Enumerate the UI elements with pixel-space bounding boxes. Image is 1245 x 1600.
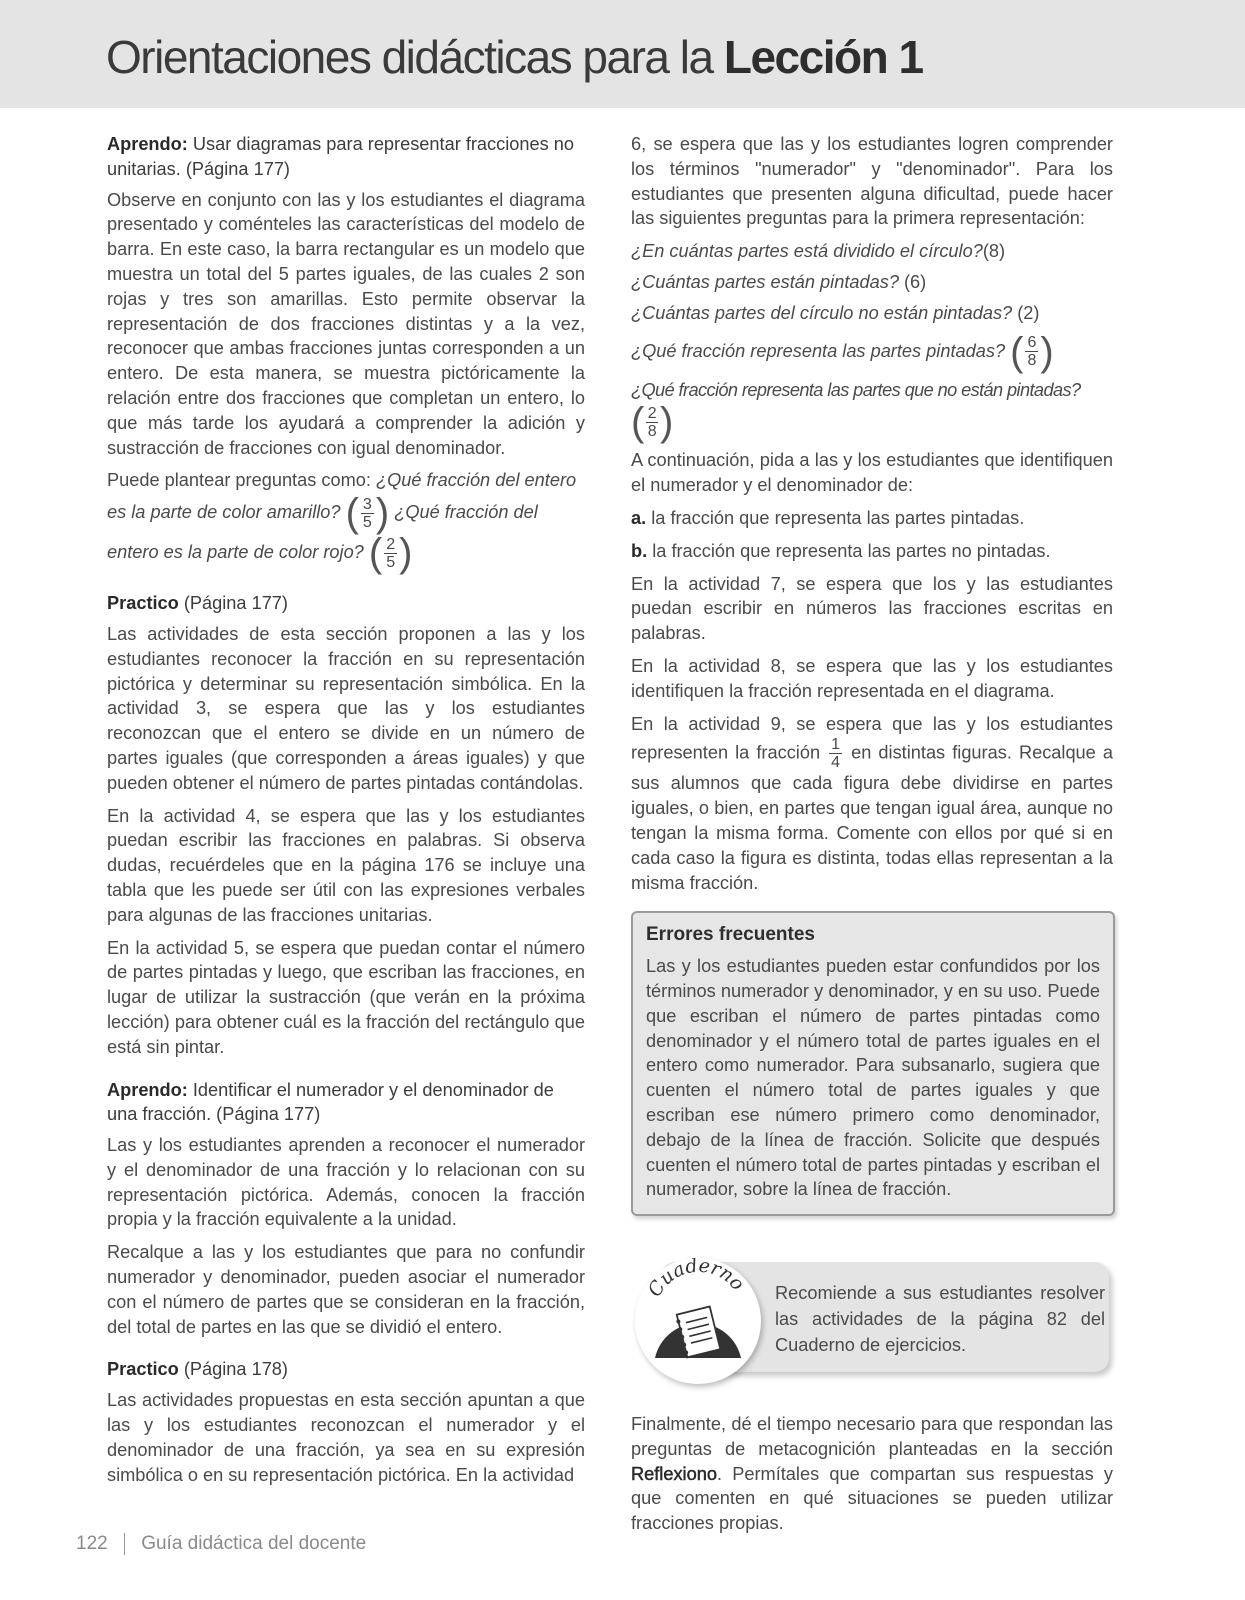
- paragraph: Las actividades propuestas en esta sección apuntan a que las y los estudiantes reconozcan el numerador y el denominador de una fracción, ya sea en su expresión simbólica o en su representación pictórica. En la actividad: [107, 1390, 585, 1485]
- page-header: [0, 0, 1245, 108]
- footer-label: Guía didáctica del docente: [141, 1533, 367, 1555]
- numerator: 2: [647, 404, 657, 422]
- question-2: [631, 270, 1113, 295]
- title-prefix: Orientaciones didácticas para la: [106, 31, 724, 83]
- right-column: [631, 132, 1113, 1544]
- paragraph: Las y los estudiantes aprenden a reconocer el numerador y el denominador de una fracción y lo relacionan con su representación pictórica. Además, conocen la fracción propia y la fracción equivalente a la unidad.: [107, 1135, 585, 1230]
- section-text: Identificar el numerador y el denominador de una fracción. (Página 177): [107, 1079, 554, 1125]
- fraction-six-eighths: ( $\frac{6}{8}$ ): [1010, 329, 1054, 374]
- text: En la actividad 9, se espera que las y los estudiantes representen la fracción: [631, 713, 1113, 763]
- denominator: 5: [386, 553, 396, 571]
- section-label: Practico: [107, 1359, 179, 1380]
- denominator: 8: [647, 422, 657, 440]
- title-lesson: Lección 1: [723, 31, 923, 83]
- section-label: Aprendo:: [107, 1079, 188, 1100]
- paragraph-questions: [107, 468, 585, 576]
- section-label: Practico: [107, 593, 179, 614]
- paragraph: En la actividad 4, se espera que las y los estudiantes puedan escribir las fracciones en palabras. Si observa dudas, recuérdeles que en la página 176 se incluye una tabla que les puede ser útil con las expresiones verbales para algunas de las fracciones unitarias.: [107, 805, 585, 925]
- box-text: Las y los estudiantes pueden estar confundidos por los términos numerador y denominador, y en su uso. Puede que escriban el número de partes pintadas como denominador y el número total de partes iguales en el entero como numerador. Para subsanarlo, sugiera que cuenten el número total de partes iguales y que escriban ese número primero como denominador, debajo de la línea de fracción. Solicite que después cuenten el número total de partes pintadas y escriban el numerador, sobre la línea de fracción.: [646, 956, 1100, 1200]
- question-text: ¿Cuántas partes están pintadas?: [631, 271, 899, 292]
- denominator: 4: [831, 754, 841, 772]
- section-label: Aprendo:: [107, 134, 188, 154]
- paragraph: A continuación, pida a las y los estudiantes que identifiquen el numerador y el denominador de:: [631, 450, 1113, 496]
- question-text: ¿En cuántas partes está dividido el círculo?: [631, 241, 983, 262]
- question-3: [631, 301, 1113, 326]
- footer-divider: [124, 1533, 126, 1555]
- fraction-three-fifths: ( $\frac{3}{5}$ ): [345, 491, 390, 536]
- box-title: Errores frecuentes: [646, 924, 815, 946]
- question-4: [631, 329, 1113, 374]
- section-text: (Página 177): [178, 593, 288, 614]
- paragraph: En la actividad 7, se espera que los y las estudiantes puedan escribir en números las fracciones escritas en palabras.: [631, 573, 1113, 644]
- question-text: ¿Cuántas partes del círculo no están pintadas?: [631, 302, 1013, 323]
- question-text: ¿Qué fracción del entero es la parte de color rojo?: [107, 501, 538, 562]
- numerator: 2: [386, 535, 396, 553]
- page-title: [106, 30, 923, 84]
- answer: (8): [982, 241, 1006, 262]
- svg-text:Cuaderno: [644, 1258, 749, 1301]
- text: Finalmente, dé el tiempo necesario para que respondan las preguntas de metacognición planteadas en la sección: [631, 1414, 1113, 1459]
- section-text: (Página 178): [178, 1359, 288, 1380]
- fraction-two-eighths: ( $\frac{2}{8}$ ): [631, 400, 673, 445]
- question-5: [631, 378, 1113, 443]
- page-number: 122: [76, 1533, 108, 1555]
- paragraph-fraction: [631, 712, 1113, 896]
- numerator: 3: [362, 495, 372, 513]
- section-aprendo-1: [107, 132, 585, 182]
- paragraph: 6, se espera que las y los estudiantes logren comprender los términos "numerador" y "denominador". Para los estudiantes que presenten alguna dificultad, puede hacer las siguientes preguntas para la primera representación:: [631, 134, 1113, 229]
- section-name-bold: Reflexiono: [631, 1463, 717, 1484]
- denominator: 8: [1027, 352, 1037, 370]
- text: Puede plantear preguntas como:: [107, 470, 376, 491]
- section-aprendo-2: [107, 1078, 585, 1128]
- item-text: la fracción que representa las partes pintadas.: [651, 507, 1025, 528]
- paragraph-final: [631, 1412, 1113, 1536]
- answer: (2): [1012, 302, 1040, 323]
- question-1: [631, 239, 1113, 264]
- numerator: 6: [1027, 334, 1037, 352]
- fraction-two-fifths: ( $\frac{2}{5}$ ): [368, 531, 413, 576]
- item-label: b.: [631, 540, 648, 561]
- paragraph: Observe en conjunto con las y los estudiantes el diagrama presentado y coménteles las características del modelo de barra. En este caso, la barra rectangular es un modelo que muestra un total del 5 partes iguales, de las cuales 2 son rojas y tres son amarillas. Esto permite observar la representación de dos fracciones distintas y a la vez, reconocer que ambas fracciones juntas corresponden a un entero. De esta manera, se muestra pictóricamente la relación entre dos fracciones que completan un entero, lo que más tarde los ayudará a comprender la adición y sustracción de fracciones con igual denominador.: [107, 189, 585, 458]
- cuaderno-badge: [635, 1258, 761, 1384]
- text: . Permítales que compartan sus respuestas y que comenten en qué situaciones se pueden utilizar fracciones propias.: [631, 1463, 1113, 1534]
- question-text: ¿Qué fracción del entero es la parte de color amarillo?: [107, 470, 577, 522]
- numerator: 1: [831, 736, 841, 754]
- notebook-icon: [635, 1258, 761, 1384]
- text: en distintas figuras. Recalque a sus alumnos que cada figura debe dividirse en partes iguales, o bien, en partes que tengan igual área, aunque no tengan la misma forma. Comente con ellos por qué si en cada caso la figura es distinta, todas ellas representan a la misma fracción.: [631, 742, 1113, 893]
- page-footer: [76, 1533, 366, 1555]
- paragraph: Las actividades de esta sección proponen a las y los estudiantes reconocer la fracción en su representación pictórica y determinar su representación simbólica. En la actividad 3, se espera que las y los estudiantes reconozcan que el entero se divide en un número de partes iguales (que corresponden a áreas iguales) y que pueden obtener el número de partes pintadas contándolas.: [107, 623, 585, 793]
- question-text: ¿Qué fracción representa las partes que no están pintadas?: [631, 379, 1081, 400]
- left-column: [107, 132, 585, 1495]
- paragraph: Recalque a las y los estudiantes que para no confundir numerador y denominador, pueden asociar el numerador con el número de partes que se consideran en la fracción, del total de partes en las que se dividió el entero.: [107, 1242, 585, 1337]
- item-text: la fracción que representa las partes no pintadas.: [652, 540, 1051, 561]
- answer: (6): [898, 271, 927, 292]
- denominator: 5: [362, 513, 372, 531]
- cuaderno-callout: [631, 1258, 1113, 1388]
- badge-label: Cuaderno: [643, 1258, 749, 1301]
- fraction-one-fourth: [829, 736, 842, 771]
- paragraph: En la actividad 8, se espera que las y los estudiantes identifiquen la fracción representada en el diagrama.: [631, 655, 1113, 701]
- paragraph: En la actividad 5, se espera que puedan contar el número de partes pintadas y luego, que escriban las fracciones, en lugar de utilizar la sustracción (que verán en la próxima lección) para obtener cuál es la fracción del rectángulo que está sin pintar.: [107, 937, 585, 1057]
- section-practico-2: [107, 1357, 585, 1382]
- section-practico-1: [107, 591, 585, 616]
- question-text: ¿Qué fracción representa las partes pintadas?: [631, 340, 1006, 361]
- list-item-b: [631, 539, 1113, 564]
- list-item-a: [631, 506, 1113, 531]
- callout-text: Recomiende a sus estudiantes resolver las actividades de la página 82 del Cuaderno de ejercicios.: [775, 1283, 1105, 1356]
- section-text: Usar diagramas para representar fracciones no unitarias. (Página 177): [107, 134, 574, 179]
- item-label: a.: [631, 507, 647, 528]
- common-errors-box: [631, 911, 1115, 1216]
